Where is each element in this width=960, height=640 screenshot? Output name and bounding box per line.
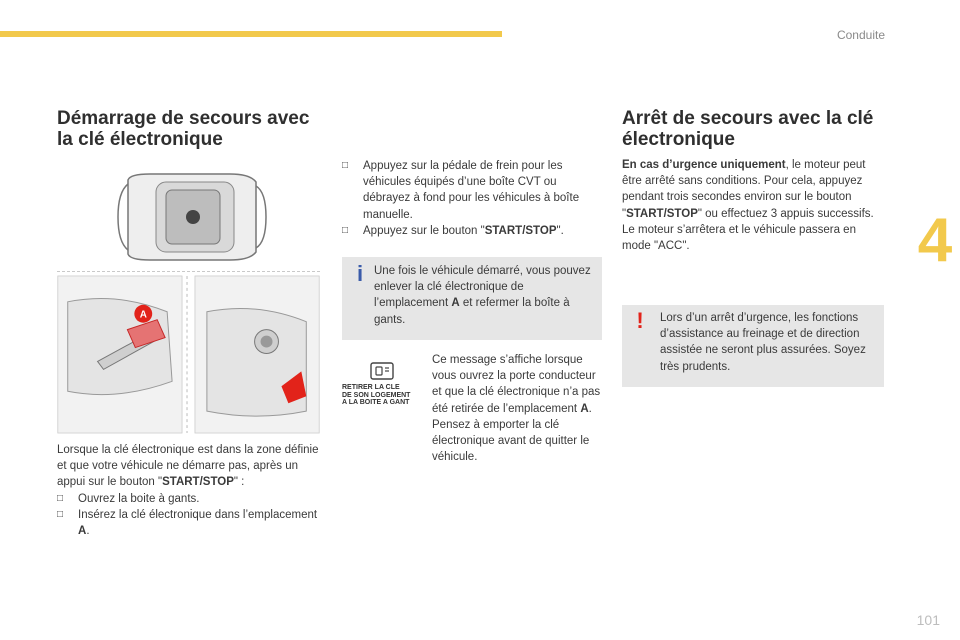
middle-bullet-1: □ Appuyez sur la pédale de frein pour les véhicules équipés d’une boîte CVT ou débrayez à fond pour les véhicules à boîte manuelle. xyxy=(342,158,604,223)
page-number: 101 xyxy=(916,612,940,628)
left-instructions xyxy=(57,442,319,539)
right-section-title xyxy=(622,108,892,150)
info-box xyxy=(342,257,602,340)
left-intro-paragraph: Lorsque la clé électronique est dans la zone définie et que votre véhicule ne démarre pas, après un appui sur le bouton "START/STOP" : xyxy=(57,444,319,489)
right-paragraph-1: En cas d’urgence uniquement, le moteur peut être arrêté sans conditions. Pour cela, appuyez pendant trois secondes environ sur le bouton "START/STOP" ou effectuez 3 appuis successifs. xyxy=(622,159,874,220)
right-title-line-1: Arrêt de secours avec la clé xyxy=(622,108,874,129)
callout-a-label: A xyxy=(139,309,147,321)
warning-box xyxy=(622,305,884,387)
right-instructions xyxy=(622,157,886,254)
checkbox-icon: □ xyxy=(342,160,349,171)
left-title-line-1: Démarrage de secours avec xyxy=(57,108,310,129)
left-section-title xyxy=(57,108,337,150)
right-title-line-2: électronique xyxy=(622,129,735,150)
section-label: Conduite xyxy=(836,28,885,42)
glovebox-key-slot-illustration xyxy=(57,271,320,436)
car-top-view-illustration xyxy=(110,172,270,262)
info-text: Une fois le véhicule démarré, vous pouvez enlever la clé électronique de l’emplacement A et refermer la boîte à gants. xyxy=(374,265,591,326)
checkbox-icon: □ xyxy=(57,492,64,504)
left-bullet-2: □ Insérez la clé électronique dans l’emplacement A. xyxy=(57,507,319,539)
warning-icon: ! xyxy=(636,308,644,333)
info-icon: i xyxy=(356,261,364,286)
message-explanation: Ce message s’affiche lorsque vous ouvrez la porte conducteur et que la clé électronique n’a pas été retirée de l’emplacement A. Pensez à emporter la clé électronique avant de quitter le véhicule. xyxy=(432,354,601,464)
warning-text: Lors d’un arrêt d’urgence, les fonctions d’assistance au freinage et de direction assistée ne seront plus assurées. Soyez très prudents. xyxy=(660,312,866,373)
chapter-number: 4 xyxy=(917,206,953,275)
dashboard-message-text: RETIRER LA CLE DE SON LOGEMENT A LA BOITE A GANT xyxy=(342,384,411,407)
left-title-line-2: la clé électronique xyxy=(57,129,223,150)
right-paragraph-2: Le moteur s’arrêtera et le véhicule passera en mode "ACC". xyxy=(622,223,856,253)
middle-bullet-2: □ Appuyez sur le bouton "START/STOP". xyxy=(342,223,604,239)
checkbox-icon: □ xyxy=(342,224,349,236)
middle-instructions xyxy=(342,158,604,239)
left-bullet-1: □ Ouvrez la boite à gants. xyxy=(57,491,319,507)
checkbox-icon: □ xyxy=(57,508,64,520)
accent-bar xyxy=(0,31,502,37)
